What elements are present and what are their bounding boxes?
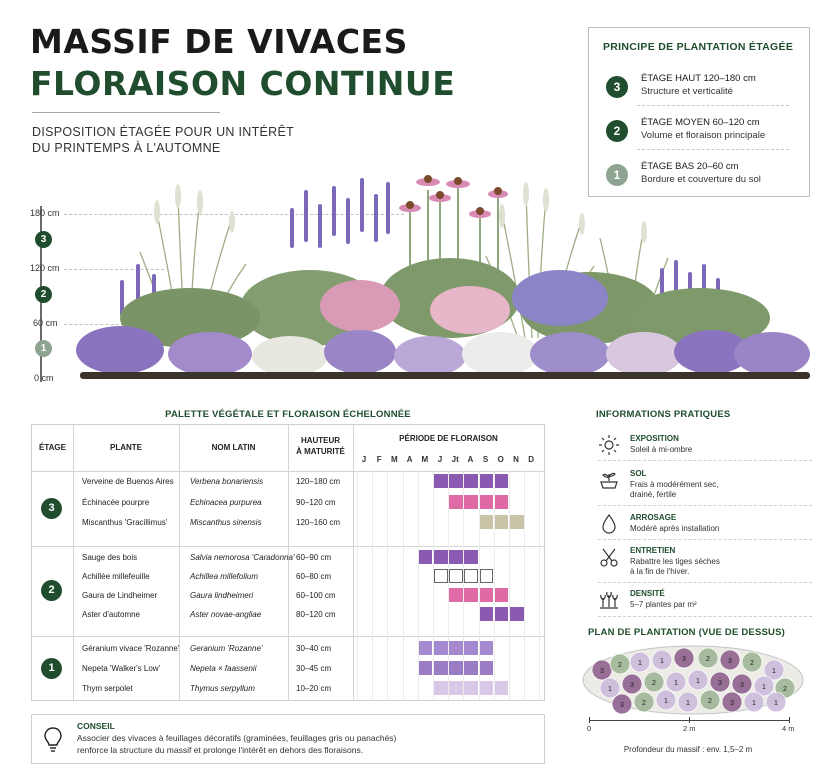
plant-latin: Verbena bonariensis [190, 477, 264, 486]
tier-mid-label: ÉTAGE MOYEN 60–120 cm [641, 117, 760, 128]
month-gridline [524, 470, 525, 700]
plant-height: 60–100 cm [296, 591, 336, 600]
plan-marker-label: 1 [762, 684, 766, 691]
plan-scale-bar [590, 720, 790, 721]
bloom-bar [480, 641, 494, 655]
bloom-bar [449, 588, 463, 602]
plant-height: 80–120 cm [296, 610, 336, 619]
bloom-bar [495, 515, 509, 529]
plan-marker-label: 1 [664, 698, 668, 705]
bloom-bar [464, 661, 478, 675]
plan-marker-label: 3 [682, 656, 686, 663]
plan-marker-label: 1 [752, 700, 756, 707]
plan-marker-label: 3 [730, 700, 734, 707]
plant-height: 30–45 cm [296, 664, 332, 673]
info-divider [598, 460, 812, 461]
tier-divider [637, 149, 789, 150]
info-soil-line-2: drainé, fertile [630, 490, 677, 499]
plant-name: Géranium vivace 'Rozanne' [82, 644, 180, 653]
principle-title: PRINCIPE DE PLANTATION ÉTAGÉE [603, 41, 794, 53]
bloom-bar [495, 495, 509, 509]
bloom-bar [495, 681, 509, 695]
lightbulb-icon [42, 725, 64, 753]
bloom-bar [464, 569, 478, 583]
plant-height: 60–80 cm [296, 572, 332, 581]
plan-scale-tick [689, 717, 690, 723]
plants-icon [598, 589, 620, 611]
info-divider [598, 505, 812, 506]
info-watering-title: ARROSAGE [630, 513, 677, 522]
plant-name: Thym serpolet [82, 684, 133, 693]
plant-latin: Thymus serpyllum [190, 684, 255, 693]
scale-badge-3: 3 [35, 231, 52, 248]
plan-marker-label: 3 [620, 702, 624, 709]
height-label-180: 180 cm [30, 208, 60, 218]
info-maintenance-title: ENTRETIEN [630, 546, 676, 555]
soil-line [80, 372, 810, 379]
info-divider [598, 582, 812, 583]
tier-low-desc: Bordure et couverture du sol [641, 174, 761, 185]
bloom-bar [480, 495, 494, 509]
bloom-bar [464, 495, 478, 509]
info-title: INFORMATIONS PRATIQUES [596, 409, 731, 420]
scissors-icon [598, 546, 620, 568]
bloom-bar [434, 661, 448, 675]
plant-name: Gaura de Lindheimer [82, 591, 158, 600]
tier-low-label: ÉTAGE BAS 20–60 cm [641, 161, 739, 172]
scale-badge-2: 2 [35, 286, 52, 303]
plant-name: Aster d'automne [82, 610, 141, 619]
group-divider [32, 636, 544, 637]
plan-scale-4m: 4 m [782, 724, 795, 733]
month-gridline [372, 470, 373, 700]
bloom-bar [419, 550, 433, 564]
bloom-bar [495, 474, 509, 488]
plan-marker-label: 1 [608, 686, 612, 693]
info-soil-title: SOL [630, 469, 647, 478]
water-drop-icon [598, 513, 620, 535]
plant-name: Nepeta 'Walker's Low' [82, 664, 161, 673]
plant-name: Échinacée pourpre [82, 497, 150, 507]
tier-badge-3: 3 [606, 76, 628, 98]
bloom-bar [464, 681, 478, 695]
col-header-height-2: À MATURITÉ [296, 447, 345, 456]
plant-latin: Salvia nemorosa 'Caradonna' [190, 553, 295, 562]
plant-height: 90–120 cm [296, 497, 336, 507]
info-watering-text: Modéré après installation [630, 524, 720, 533]
group-divider [32, 546, 544, 547]
plant-height: 120–160 cm [296, 518, 341, 527]
bloom-bar [419, 641, 433, 655]
subtitle-line-1: DISPOSITION ÉTAGÉE POUR UN INTÉRÊT [32, 125, 295, 139]
plant-height: 60–90 cm [296, 553, 332, 562]
bloom-bar [480, 588, 494, 602]
info-exposure-text: Soleil à mi-ombre [630, 445, 693, 454]
plan-marker-label: 2 [652, 680, 656, 687]
header-divider [32, 471, 544, 472]
plan-marker-label: 1 [674, 680, 678, 687]
bloom-bar [434, 569, 448, 583]
height-label-0: 0 cm [34, 373, 54, 383]
plant-latin: Geranium 'Rozanne' [190, 644, 263, 653]
month-label: O [497, 455, 504, 464]
plant-height: 120–180 cm [296, 477, 341, 486]
month-gridline [539, 470, 540, 700]
col-header-latin: NOM LATIN [211, 443, 256, 452]
info-soil-line-1: Frais à modérément sec, [630, 480, 719, 489]
soil-icon [598, 469, 620, 491]
info-density-title: DENSITÉ [630, 589, 665, 598]
plant-latin: Gaura lindheimeri [190, 591, 254, 600]
tip-box [31, 714, 545, 764]
bloom-bar [480, 661, 494, 675]
bloom-bar [464, 641, 478, 655]
plan-scale-tick [789, 717, 790, 723]
plan-scale-tick [589, 717, 590, 723]
planting-plan [580, 642, 806, 716]
tip-title: CONSEIL [77, 721, 115, 731]
bloom-bar [464, 474, 478, 488]
plant-name: Verveine de Buenos Aires [82, 477, 174, 486]
bloom-bar [480, 515, 494, 529]
month-label: M [421, 455, 429, 464]
stage-badge: 2 [41, 580, 62, 601]
tier-high-desc: Structure et verticalité [641, 86, 733, 97]
plan-marker-label: 3 [630, 682, 634, 689]
info-divider [598, 539, 812, 540]
bloom-bar [419, 661, 433, 675]
height-label-60: 60 cm [33, 318, 58, 328]
plan-marker-label: 1 [772, 668, 776, 675]
plan-marker-label: 1 [696, 678, 700, 685]
plan-marker-label: 2 [642, 700, 646, 707]
month-label: S [482, 455, 489, 464]
plant-latin: Nepeta × faassenii [190, 664, 257, 673]
plan-marker-label: 1 [638, 660, 642, 667]
title-divider [32, 112, 220, 113]
bloom-bar [449, 550, 463, 564]
col-divider [73, 425, 74, 700]
tier-badge-2: 2 [606, 120, 628, 142]
bloom-bar [449, 495, 463, 509]
plan-marker-label: 1 [660, 658, 664, 665]
grass-plumes [154, 182, 647, 243]
title-line-1: MASSIF DE VIVACES [30, 22, 408, 61]
month-label: A [467, 455, 474, 464]
plant-latin: Achillea millefolium [190, 572, 259, 581]
info-divider [598, 616, 812, 617]
month-label: A [406, 455, 413, 464]
month-gridline [509, 470, 510, 700]
bloom-bar [449, 661, 463, 675]
month-gridline [387, 470, 388, 700]
plan-marker-label: 2 [783, 686, 787, 693]
bloom-bar [495, 607, 509, 621]
col-divider [353, 425, 354, 700]
tip-line-2: renforce la structure du massif et prolonge l'intérêt en dehors des floraisons. [77, 745, 364, 755]
info-soil-text [630, 480, 810, 500]
info-density-text: 5–7 plantes par m² [630, 600, 697, 609]
plan-caption: Profondeur du massif : env. 1,5–2 m [623, 745, 753, 754]
bloom-bar [464, 588, 478, 602]
plan-marker-label: 3 [718, 680, 722, 687]
plan-marker-label: 2 [708, 698, 712, 705]
info-maintenance-line-1: Rabattre les tiges sèches [630, 557, 720, 566]
plant-height: 30–40 cm [296, 644, 332, 653]
border-illustration [60, 168, 820, 386]
subtitle [32, 124, 312, 156]
info-exposure-title: EXPOSITION [630, 434, 679, 443]
month-label: J [361, 455, 367, 464]
bloom-bar [495, 588, 509, 602]
bloom-bar [510, 515, 524, 529]
plant-latin: Aster novae-angliae [190, 610, 262, 619]
plan-marker-label: 2 [618, 662, 622, 669]
bloom-bar [480, 474, 494, 488]
plan-marker-label: 3 [600, 668, 604, 675]
stage-badge: 1 [41, 658, 62, 679]
month-label: J [437, 455, 443, 464]
tier-badge-1: 1 [606, 164, 628, 186]
col-header-plant: PLANTE [110, 443, 142, 452]
col-header-height [288, 435, 353, 457]
bloom-bar [480, 569, 494, 583]
plan-title: PLAN DE PLANTATION (VUE DE DESSUS) [588, 627, 785, 638]
plan-marker-label: 2 [706, 656, 710, 663]
bloom-bar [510, 607, 524, 621]
month-gridline [357, 470, 358, 700]
plan-scale-0: 0 [587, 724, 592, 733]
scale-badge-1: 1 [35, 340, 52, 357]
col-header-stage: ÉTAGE [39, 443, 66, 452]
plan-marker-label: 1 [774, 700, 778, 707]
plan-marker-label: 1 [686, 700, 690, 707]
tier-high-label: ÉTAGE HAUT 120–180 cm [641, 73, 756, 84]
col-divider [288, 425, 289, 700]
bloom-bar [449, 641, 463, 655]
plan-marker-label: 2 [750, 660, 754, 667]
month-gridline [403, 470, 404, 700]
month-label: Jt [451, 455, 459, 464]
palette-title: PALETTE VÉGÉTALE ET FLORAISON ÉCHELONNÉE [165, 409, 411, 420]
month-label: D [528, 455, 535, 464]
title-line-2: FLORAISON CONTINUE [30, 64, 456, 103]
stage-badge: 3 [41, 498, 62, 519]
tier-mid-desc: Volume et floraison principale [641, 130, 766, 141]
tip-line-1: Associer des vivaces à feuillages décoratifs (graminées, feuillages gris ou panachés) [77, 733, 397, 743]
bloom-bar [434, 641, 448, 655]
plant-latin: Echinacea purpurea [190, 497, 262, 507]
plan-marker-label: 3 [740, 682, 744, 689]
bloom-bar [434, 550, 448, 564]
plant-name: Achillée millefeuille [82, 572, 150, 581]
bloom-bar [434, 681, 448, 695]
plant-height: 10–20 cm [296, 684, 332, 693]
bloom-bar [434, 474, 448, 488]
bloom-bar [480, 681, 494, 695]
plant-name: Sauge des bois [82, 553, 138, 562]
plan-scale-2m: 2 m [683, 724, 696, 733]
plant-name: Miscanthus 'Gracillimus' [82, 518, 168, 527]
bloom-bar [449, 474, 463, 488]
month-label: M [391, 455, 398, 464]
bloom-bar [480, 607, 494, 621]
col-divider [179, 425, 180, 700]
plan-marker-label: 3 [728, 658, 732, 665]
bloom-bar [464, 550, 478, 564]
bloom-bar [449, 569, 463, 583]
info-maintenance-line-2: à la fin de l'hiver. [630, 567, 690, 576]
col-header-height-1: HAUTEUR [300, 436, 341, 445]
tier-divider [637, 105, 789, 106]
bloom-bar [449, 681, 463, 695]
col-header-period: PÉRIODE DE FLORAISON [399, 434, 498, 443]
info-maintenance-text [630, 557, 810, 577]
month-label: F [376, 455, 382, 464]
plant-latin: Miscanthus sinensis [190, 518, 262, 527]
height-label-120: 120 cm [30, 263, 60, 273]
month-label: N [513, 455, 519, 464]
subtitle-line-2: DU PRINTEMPS À L'AUTOMNE [32, 141, 221, 155]
sun-icon [598, 434, 620, 456]
